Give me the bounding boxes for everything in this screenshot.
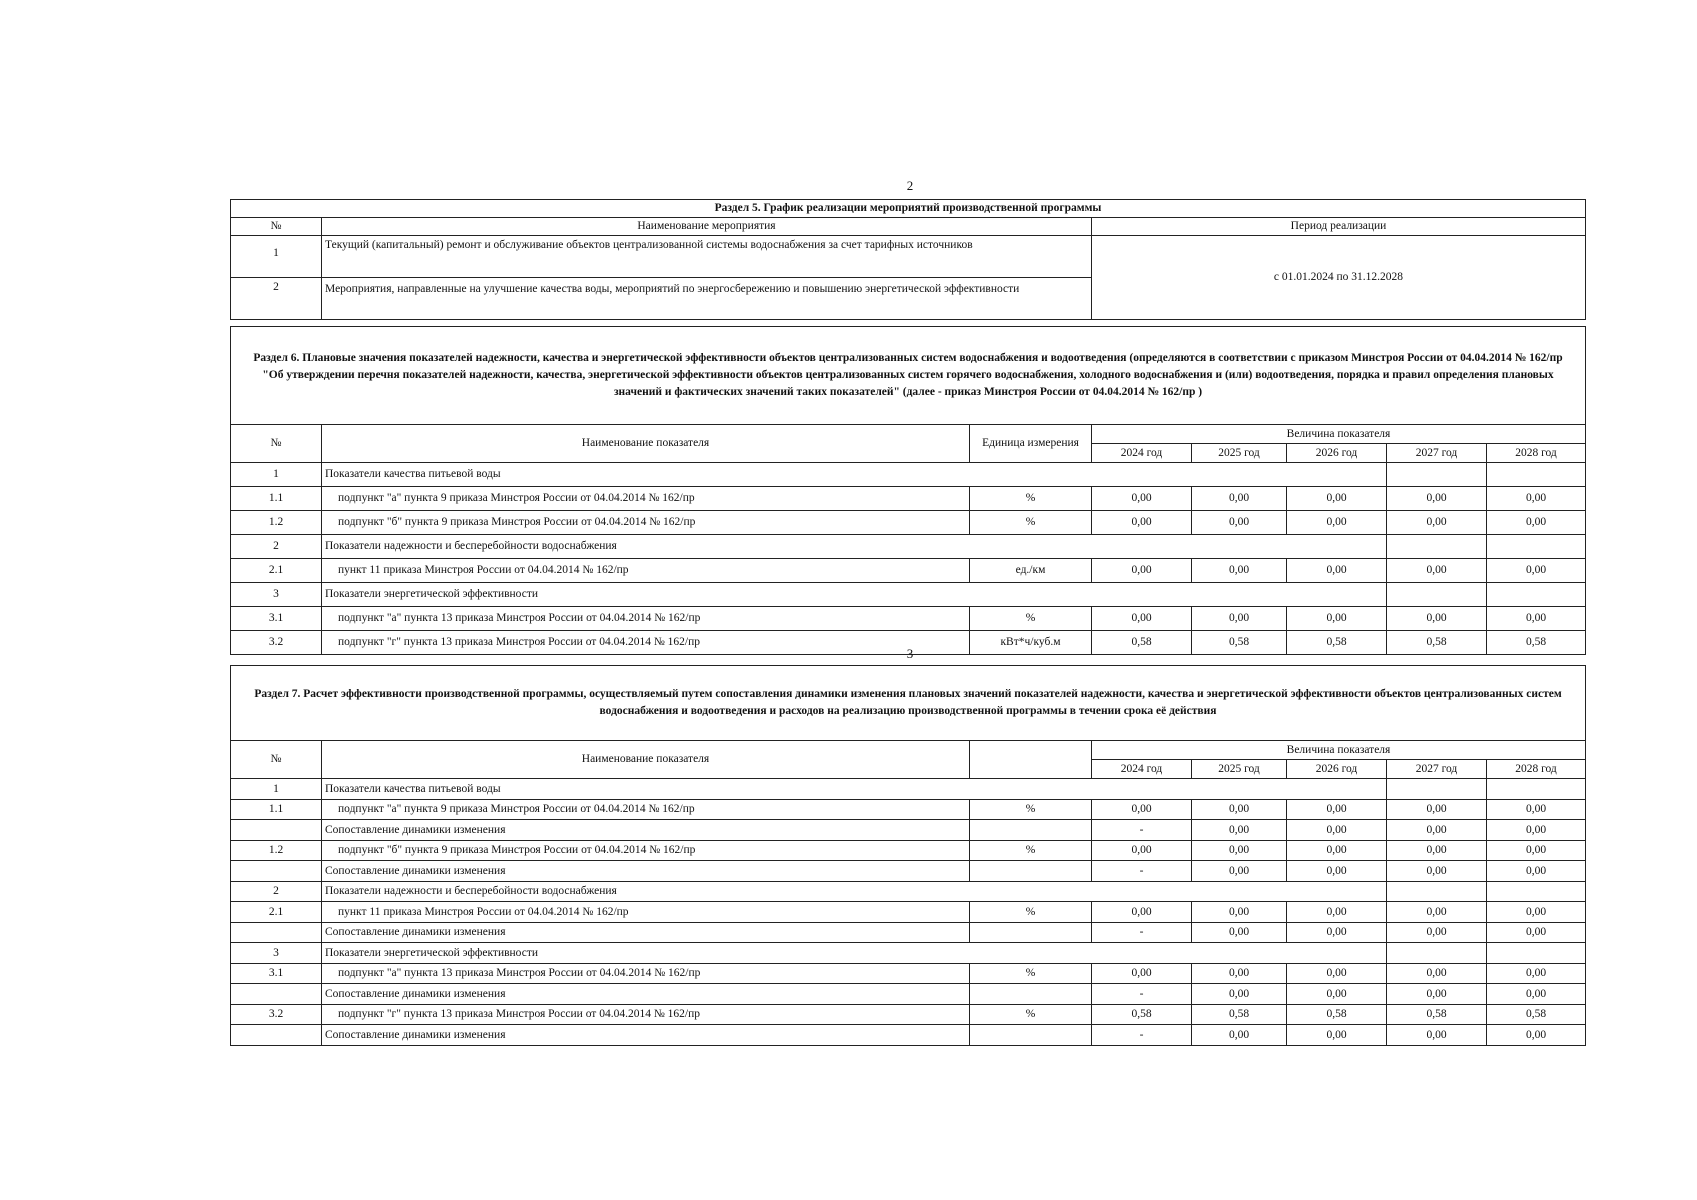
section5-table [230, 199, 1586, 320]
row-unit: % [970, 799, 1092, 820]
row-num: 3.2 [231, 1004, 322, 1025]
section5-header-period: Период реализации [1092, 218, 1586, 236]
table-row [231, 1025, 1586, 1046]
row-value: 0,00 [1487, 840, 1586, 861]
row-value: 0,58 [1192, 1004, 1287, 1025]
row-num: 3 [231, 583, 322, 607]
section7-year-header: 2025 год [1192, 760, 1287, 779]
empty-cell [1487, 881, 1586, 902]
row-value: 0,00 [1387, 1025, 1487, 1046]
row-value: 0,00 [1092, 902, 1192, 923]
section5-row-num: 1 [231, 236, 322, 278]
row-value: 0,00 [1287, 487, 1387, 511]
row-value: - [1092, 1025, 1192, 1046]
row-value: 0,00 [1487, 984, 1586, 1005]
section6-header-num: № [231, 425, 322, 463]
table-row [231, 487, 1586, 511]
row-value: 0,00 [1192, 799, 1287, 820]
page-number-first: 2 [906, 178, 914, 193]
row-value: - [1092, 861, 1192, 882]
section5-header-num: № [231, 218, 322, 236]
row-num: 1.1 [231, 487, 322, 511]
row-value: 0,58 [1092, 1004, 1192, 1025]
row-value: 0,58 [1287, 631, 1387, 655]
row-value: 0,00 [1192, 559, 1287, 583]
row-value: 0,00 [1487, 511, 1586, 535]
table-row [231, 779, 1586, 800]
section6-year-header: 2026 год [1287, 444, 1387, 463]
row-value: 0,00 [1192, 963, 1287, 984]
row-name: пункт 11 приказа Минстроя России от 04.04.2014 № 162/пр [322, 559, 970, 583]
section7-table [230, 665, 1586, 1046]
row-unit: ед./км [970, 559, 1092, 583]
table-row [231, 984, 1586, 1005]
row-name: подпункт "а" пункта 9 приказа Минстроя России от 04.04.2014 № 162/пр [322, 799, 970, 820]
empty-cell [1487, 779, 1586, 800]
section5-row-name: Мероприятия, направленные на улучшение качества воды, мероприятий по энергосбережению и повышению энергетической эффективности [322, 278, 1092, 320]
row-num: 3.1 [231, 963, 322, 984]
row-name: подпункт "г" пункта 13 приказа Минстроя России от 04.04.2014 № 162/пр [322, 1004, 970, 1025]
row-unit: % [970, 963, 1092, 984]
section6-table [230, 326, 1586, 655]
row-num: 3.2 [231, 631, 322, 655]
section7-year-header: 2026 год [1287, 760, 1387, 779]
row-unit: % [970, 902, 1092, 923]
row-unit: % [970, 487, 1092, 511]
row-value: 0,58 [1487, 1004, 1586, 1025]
section7-header-name: Наименование показателя [322, 741, 970, 779]
row-value: 0,00 [1287, 820, 1387, 841]
row-num: 1 [231, 779, 322, 800]
table-row [231, 583, 1586, 607]
row-num [231, 984, 322, 1005]
row-unit [970, 861, 1092, 882]
row-name: Сопоставление динамики изменения [322, 922, 970, 943]
row-value: 0,00 [1487, 963, 1586, 984]
row-value: 0,00 [1387, 963, 1487, 984]
empty-cell [1387, 881, 1487, 902]
row-num [231, 820, 322, 841]
section5-period-value: с 01.01.2024 по 31.12.2028 [1092, 236, 1586, 320]
row-value: 0,00 [1287, 963, 1387, 984]
row-value: 0,00 [1092, 511, 1192, 535]
group-name: Показатели энергетической эффективности [322, 583, 1387, 607]
table-row [231, 943, 1586, 964]
section7-header-value: Величина показателя [1092, 741, 1586, 760]
row-value: - [1092, 922, 1192, 943]
row-value: 0,00 [1387, 607, 1487, 631]
section5-row-name: Текущий (капитальный) ремонт и обслуживание объектов централизованной системы водоснабжения за счет тарифных источников [322, 236, 1092, 278]
empty-cell [1387, 583, 1487, 607]
row-unit [970, 820, 1092, 841]
row-num: 1.1 [231, 799, 322, 820]
row-value: 0,00 [1287, 511, 1387, 535]
section6-year-header: 2024 год [1092, 444, 1192, 463]
row-value: 0,00 [1192, 902, 1287, 923]
row-num: 1.2 [231, 511, 322, 535]
table-row [231, 840, 1586, 861]
group-name: Показатели надежности и бесперебойности водоснабжения [322, 881, 1387, 902]
empty-cell [1387, 463, 1487, 487]
group-name: Показатели качества питьевой воды [322, 779, 1387, 800]
row-value: 0,00 [1192, 1025, 1287, 1046]
row-value: 0,00 [1192, 861, 1287, 882]
row-value: 0,58 [1192, 631, 1287, 655]
section7-year-header: 2027 год [1387, 760, 1487, 779]
table-row [231, 511, 1586, 535]
row-value: 0,00 [1192, 607, 1287, 631]
row-value: 0,00 [1487, 820, 1586, 841]
section7-header-num: № [231, 741, 322, 779]
empty-cell [1487, 583, 1586, 607]
section6-year-header: 2028 год [1487, 444, 1586, 463]
row-num: 1 [231, 463, 322, 487]
table-row [231, 607, 1586, 631]
table-row [231, 799, 1586, 820]
section7-header-unit [970, 741, 1092, 779]
row-value: 0,58 [1092, 631, 1192, 655]
row-unit [970, 922, 1092, 943]
row-name: Сопоставление динамики изменения [322, 820, 970, 841]
section7-title: Раздел 7. Расчет эффективности производственной программы, осуществляемый путем сопоставления динамики изменения плановых значений показателей надежности, качества и энергетической эффективности объектов централизованных систем водоснабжения и водоотведения и расходов на реализацию производственной программы в течении срока её действия [231, 666, 1586, 741]
section5-title: Раздел 5. График реализации мероприятий производственной программы [231, 200, 1586, 218]
table-row [231, 463, 1586, 487]
row-value: 0,00 [1387, 902, 1487, 923]
row-num: 2 [231, 881, 322, 902]
row-value: 0,00 [1387, 799, 1487, 820]
row-value: 0,58 [1487, 631, 1586, 655]
row-value: 0,00 [1387, 487, 1487, 511]
section6-header-unit: Единица измерения [970, 425, 1092, 463]
row-value: 0,00 [1487, 902, 1586, 923]
table-row [231, 881, 1586, 902]
empty-cell [1487, 943, 1586, 964]
row-value: 0,00 [1387, 511, 1487, 535]
group-name: Показатели энергетической эффективности [322, 943, 1387, 964]
section5-row-num: 2 [231, 278, 322, 320]
row-value: 0,00 [1092, 487, 1192, 511]
row-name: подпункт "а" пункта 9 приказа Минстроя России от 04.04.2014 № 162/пр [322, 487, 970, 511]
row-value: 0,00 [1487, 799, 1586, 820]
row-unit: % [970, 1004, 1092, 1025]
table-row [231, 820, 1586, 841]
row-unit [970, 984, 1092, 1005]
row-unit: % [970, 607, 1092, 631]
row-unit: кВт*ч/куб.м [970, 631, 1092, 655]
section5-header-name: Наименование мероприятия [322, 218, 1092, 236]
row-num: 2.1 [231, 559, 322, 583]
row-value: 0,00 [1092, 559, 1192, 583]
table-row [231, 559, 1586, 583]
row-value: 0,00 [1192, 840, 1287, 861]
row-value: 0,00 [1487, 1025, 1586, 1046]
section6-header-name: Наименование показателя [322, 425, 970, 463]
row-value: 0,00 [1192, 487, 1287, 511]
row-value: - [1092, 820, 1192, 841]
row-unit: % [970, 511, 1092, 535]
row-value: 0,00 [1192, 511, 1287, 535]
row-value: - [1092, 984, 1192, 1005]
section6-year-header: 2025 год [1192, 444, 1287, 463]
row-value: 0,58 [1387, 631, 1487, 655]
table-row [231, 902, 1586, 923]
row-value: 0,00 [1387, 984, 1487, 1005]
row-value: 0,58 [1287, 1004, 1387, 1025]
section7-year-header: 2028 год [1487, 760, 1586, 779]
row-num: 1.2 [231, 840, 322, 861]
row-name: подпункт "а" пункта 13 приказа Минстроя России от 04.04.2014 № 162/пр [322, 963, 970, 984]
row-num [231, 861, 322, 882]
row-value: 0,00 [1487, 487, 1586, 511]
row-value: 0,00 [1092, 963, 1192, 984]
row-value: 0,00 [1487, 559, 1586, 583]
row-value: 0,00 [1192, 984, 1287, 1005]
row-value: 0,00 [1287, 1025, 1387, 1046]
row-value: 0,00 [1092, 607, 1192, 631]
empty-cell [1387, 535, 1487, 559]
group-name: Показатели надежности и бесперебойности водоснабжения [322, 535, 1387, 559]
row-value: 0,00 [1287, 799, 1387, 820]
row-name: Сопоставление динамики изменения [322, 984, 970, 1005]
empty-cell [1487, 463, 1586, 487]
row-value: 0,00 [1287, 840, 1387, 861]
row-value: 0,00 [1287, 861, 1387, 882]
table-row [231, 1004, 1586, 1025]
row-value: 0,00 [1387, 861, 1487, 882]
row-value: 0,58 [1387, 1004, 1487, 1025]
row-value: 0,00 [1192, 820, 1287, 841]
row-value: 0,00 [1487, 861, 1586, 882]
row-unit [970, 1025, 1092, 1046]
row-num [231, 922, 322, 943]
table-row [231, 963, 1586, 984]
row-value: 0,00 [1287, 902, 1387, 923]
table-row [231, 861, 1586, 882]
row-value: 0,00 [1192, 922, 1287, 943]
row-name: подпункт "г" пункта 13 приказа Минстроя России от 04.04.2014 № 162/пр [322, 631, 970, 655]
row-value: 0,00 [1287, 922, 1387, 943]
row-value: 0,00 [1287, 984, 1387, 1005]
row-value: 0,00 [1387, 840, 1487, 861]
row-name: подпункт "б" пункта 9 приказа Минстроя России от 04.04.2014 № 162/пр [322, 840, 970, 861]
empty-cell [1387, 779, 1487, 800]
row-value: 0,00 [1387, 559, 1487, 583]
row-num: 3.1 [231, 607, 322, 631]
row-num [231, 1025, 322, 1046]
row-num: 2.1 [231, 902, 322, 923]
row-value: 0,00 [1287, 559, 1387, 583]
section6-title: Раздел 6. Плановые значения показателей надежности, качества и энергетической эффективности объектов централизованных систем водоснабжения и водоотведения (определяются в соответствии с приказом Минстроя России от 04.04.2014 № 162/пр "Об утверждении перечня показателей надежности, качества, энергетической эффективности объектов централизованных систем горячего водоснабжения, холодного водоснабжения и (или) водоотведения, порядка и правил определения плановых значений и фактических значений таких показателей" (далее - приказ Минстроя России от 04.04.2014 № 162/пр ) [231, 327, 1586, 425]
page-number-second: 3 [906, 646, 914, 661]
row-name: пункт 11 приказа Минстроя России от 04.04.2014 № 162/пр [322, 902, 970, 923]
row-name: подпункт "а" пункта 13 приказа Минстроя России от 04.04.2014 № 162/пр [322, 607, 970, 631]
row-value: 0,00 [1387, 820, 1487, 841]
row-name: Сопоставление динамики изменения [322, 1025, 970, 1046]
row-name: подпункт "б" пункта 9 приказа Минстроя России от 04.04.2014 № 162/пр [322, 511, 970, 535]
empty-cell [1487, 535, 1586, 559]
group-name: Показатели качества питьевой воды [322, 463, 1387, 487]
row-value: 0,00 [1092, 840, 1192, 861]
section7-year-header: 2024 год [1092, 760, 1192, 779]
section7-body [231, 779, 1586, 1046]
row-name: Сопоставление динамики изменения [322, 861, 970, 882]
table-row [231, 922, 1586, 943]
row-value: 0,00 [1487, 922, 1586, 943]
row-unit: % [970, 840, 1092, 861]
row-value: 0,00 [1387, 922, 1487, 943]
row-value: 0,00 [1287, 607, 1387, 631]
section6-header-value: Величина показателя [1092, 425, 1586, 444]
row-value: 0,00 [1092, 799, 1192, 820]
table-row [231, 535, 1586, 559]
empty-cell [1387, 943, 1487, 964]
section6-year-header: 2027 год [1387, 444, 1487, 463]
row-value: 0,00 [1487, 607, 1586, 631]
row-num: 3 [231, 943, 322, 964]
row-num: 2 [231, 535, 322, 559]
